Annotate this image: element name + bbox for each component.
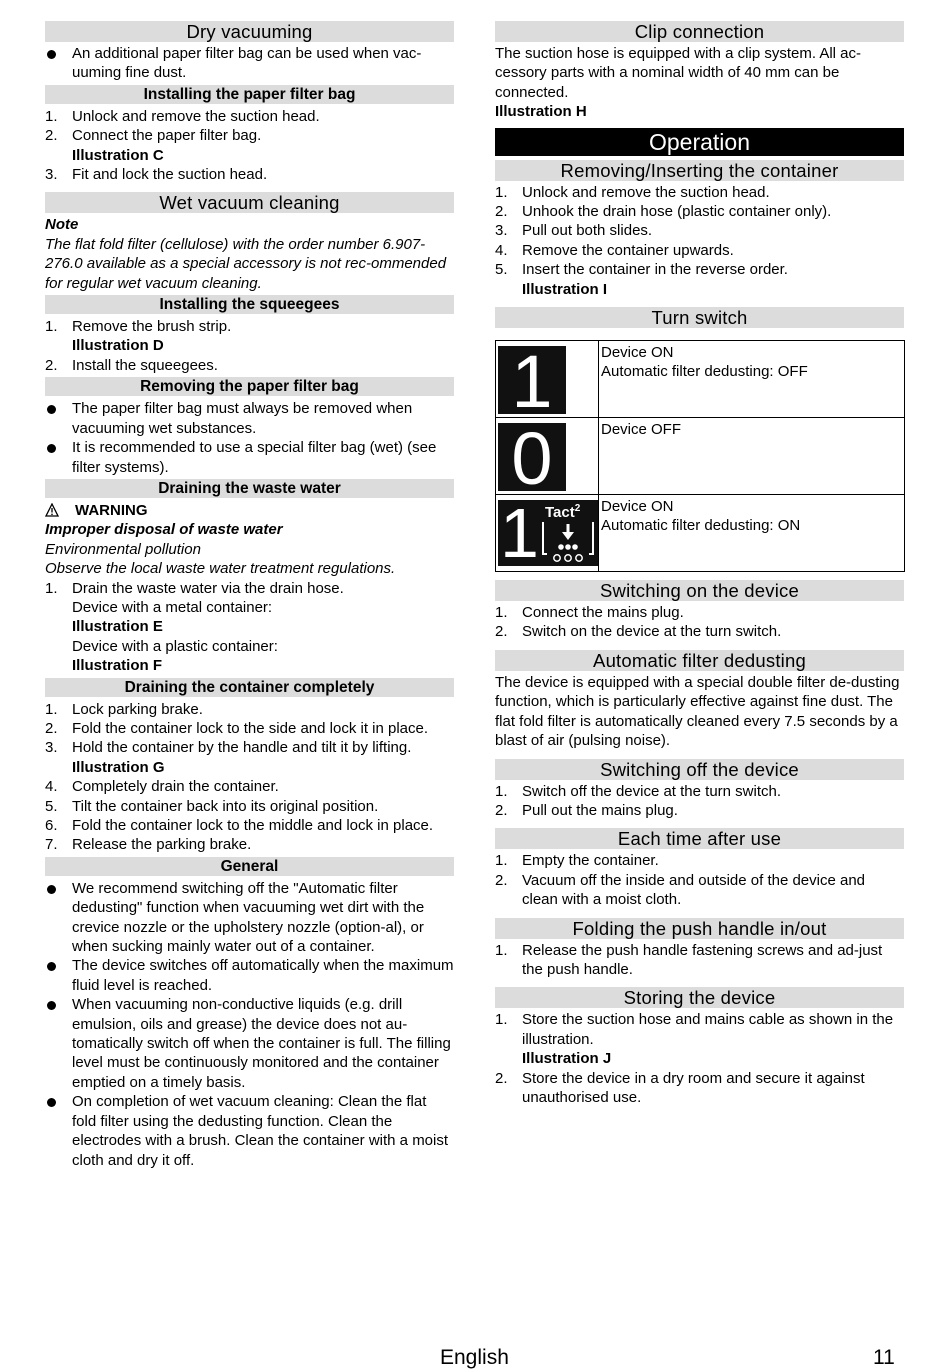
- table-row: [496, 495, 905, 572]
- drain-complete-heading: Draining the container completely: [45, 678, 454, 697]
- dry-vacuuming-heading: Dry vacuuming: [45, 21, 454, 42]
- clip-text: The suction hose is equipped with a clip system. All ac-cessory parts with a nominal width of 40 mm can be connected.: [495, 45, 862, 101]
- list-item: 1. Unlock and remove the suction head.: [495, 183, 770, 201]
- page-number: 11: [873, 1346, 895, 1369]
- storing-heading: Storing the device: [495, 987, 904, 1008]
- bullet-icon: [47, 962, 56, 971]
- note-label: Note: [45, 216, 79, 234]
- bullet-icon: [47, 405, 56, 414]
- each-time-heading: Each time after use: [495, 828, 904, 849]
- illustration-ref: Illustration F: [72, 657, 162, 675]
- list-item: It is recommended to use a special filter bag (wet) (see filter systems).: [45, 438, 454, 477]
- bullet-icon: [47, 444, 56, 453]
- left-column: [45, 19, 454, 1170]
- list-item: 1. Unlock and remove the suction head.: [45, 107, 320, 125]
- switch-off-heading: Switching off the device: [495, 759, 904, 780]
- drain-heading: Draining the waste water: [45, 479, 454, 498]
- drain-plastic-text: Device with a plastic container:: [72, 637, 278, 655]
- list-item: 1. Drain the waste water via the drain hose.: [45, 579, 344, 597]
- footer-language: English: [440, 1346, 509, 1369]
- remove-bag-heading: Removing the paper filter bag: [45, 377, 454, 396]
- table-cell: Automatic filter dedusting: OFF: [601, 363, 808, 381]
- list-item: 2. Fold the container lock to the side and lock it in place.: [45, 719, 429, 737]
- bullet-icon: [47, 1001, 56, 1010]
- auto-dedusting-heading: Automatic filter dedusting: [495, 650, 904, 671]
- list-item: 3. Pull out both slides.: [495, 222, 653, 240]
- switch-on-heading: Switching on the device: [495, 580, 904, 601]
- list-item: 4. Remove the container upwards.: [495, 241, 734, 259]
- list-item: 1. Lock parking brake.: [45, 700, 203, 718]
- list-item: 7. Release the parking brake.: [45, 836, 252, 854]
- turn-switch-table: [495, 340, 905, 572]
- list-item: The device switches off automatically when the maximum fluid level is reached.: [45, 956, 454, 995]
- list-item: 2. Pull out the mains plug.: [495, 801, 678, 819]
- table-row: [496, 341, 905, 418]
- install-bag-heading: Installing the paper filter bag: [45, 85, 454, 104]
- list-item: 1. Release the push handle fastening screws and ad-just the push handle.: [495, 941, 883, 978]
- list-item: 2. Vacuum off the inside and outside of the device and clean with a moist cloth.: [495, 871, 866, 909]
- switch-off-symbol: 0: [498, 423, 566, 491]
- warning-line: WARNING: [45, 501, 454, 520]
- list-item: 6. Fold the container lock to the middle and lock in place.: [45, 817, 434, 834]
- container-heading: Removing/Inserting the container: [495, 160, 904, 181]
- fold-handle-heading: Folding the push handle in/out: [495, 918, 904, 939]
- list-item: 3. Fit and lock the suction head.: [45, 166, 268, 184]
- list-item: 2. Install the squeegees.: [45, 356, 218, 374]
- list-item: 1. Remove the brush strip.: [45, 318, 232, 336]
- list-item: 2. Connect the paper filter bag.: [45, 127, 262, 145]
- right-column: [495, 19, 904, 1107]
- auto-dedusting-text: The device is equipped with a special double filter de-dusting function, which is particularly effective against fine dust. The flat fold filter is automatically cleaned every 7.5 seconds by a blast of air (pulsing noise).: [495, 673, 900, 750]
- bullet-icon: [47, 885, 56, 894]
- table-cell: Device ON: [601, 344, 674, 362]
- list-item: 1. Connect the mains plug.: [495, 604, 684, 622]
- bullet-icon: [47, 1098, 56, 1107]
- illustration-ref: Illustration D: [72, 337, 164, 355]
- illustration-ref: Illustration G: [72, 758, 165, 776]
- operation-heading: Operation: [495, 128, 904, 156]
- general-heading: General: [45, 857, 454, 876]
- warning-sub: Environmental pollution: [45, 540, 201, 558]
- list-item: The paper filter bag must always be removed when vacuuming wet substances.: [45, 399, 454, 438]
- illustration-ref: Illustration I: [522, 280, 608, 298]
- turn-switch-heading: Turn switch: [495, 307, 904, 328]
- tact-filter-icon: [540, 520, 596, 564]
- table-cell: Device ON: [601, 498, 674, 516]
- drain-metal-text: Device with a metal container:: [72, 598, 273, 616]
- tact-symbol: 1 Tact$^2$: [498, 500, 598, 566]
- illustration-ref: Illustration J: [522, 1050, 612, 1068]
- switch-on-symbol: 1: [498, 346, 566, 414]
- list-item: 1. Store the suction hose and mains cable as shown in the illustration.: [495, 1011, 894, 1048]
- warning-text: Observe the local waste water treatment regulations.: [45, 560, 396, 578]
- note-text: The flat fold filter (cellulose) with the order number 6.907-276.0 available as a special accessory is not rec-ommended for regular wet vacuum cleaning.: [45, 235, 447, 292]
- list-item: 1. Empty the container.: [495, 852, 659, 870]
- illustration-ref: Illustration E: [72, 618, 163, 636]
- clip-heading: Clip connection: [495, 21, 904, 42]
- table-row: [496, 418, 905, 495]
- list-item: 3. Hold the container by the handle and tilt it by lifting.: [45, 739, 412, 757]
- list-item: An additional paper filter bag can be used when vac-uuming fine dust.: [45, 44, 454, 83]
- list-item: 2. Unhook the drain hose (plastic container only).: [495, 203, 832, 221]
- list-item: On completion of wet vacuum cleaning: Clean the flat fold filter using the dedusting function. Clean the electrodes with a brush. Clean the container with a moist cloth and dry it off.: [45, 1092, 454, 1170]
- list-item: 5. Tilt the container back into its original position.: [45, 797, 379, 815]
- list-item: 2. Switch on the device at the turn switch.: [495, 623, 782, 641]
- list-item: When vacuuming non-conductive liquids (e.g. drill emulsion, oils and grease) the device does not au-tomatically switch off when the container is full. The filling level must be continuously monitored and the container emptied on a timely basis.: [45, 995, 454, 1092]
- warning-heading: Improper disposal of waste water: [45, 521, 283, 539]
- list-item: 1. Switch off the device at the turn switch.: [495, 782, 782, 800]
- squeegee-heading: Installing the squeegees: [45, 295, 454, 314]
- list-item: We recommend switching off the "Automatic filter dedusting" function when vacuuming wet dirt with the crevice nozzle or the upholstery nozzle (option-al), or when sucking mainly water out of a container.: [45, 879, 454, 957]
- illustration-ref: Illustration H: [495, 103, 587, 121]
- warning-icon: [45, 503, 59, 517]
- table-cell: Device OFF: [601, 421, 682, 439]
- list-item: 4. Completely drain the container.: [45, 778, 279, 796]
- list-item: 5. Insert the container in the reverse order.: [495, 261, 788, 279]
- wet-vacuum-heading: Wet vacuum cleaning: [45, 192, 454, 213]
- table-cell: Automatic filter dedusting: ON: [601, 517, 801, 535]
- bullet-icon: [47, 50, 56, 59]
- illustration-ref: Illustration C: [72, 146, 164, 164]
- list-item: 2. Store the device in a dry room and secure it against unauthorised use.: [495, 1069, 865, 1106]
